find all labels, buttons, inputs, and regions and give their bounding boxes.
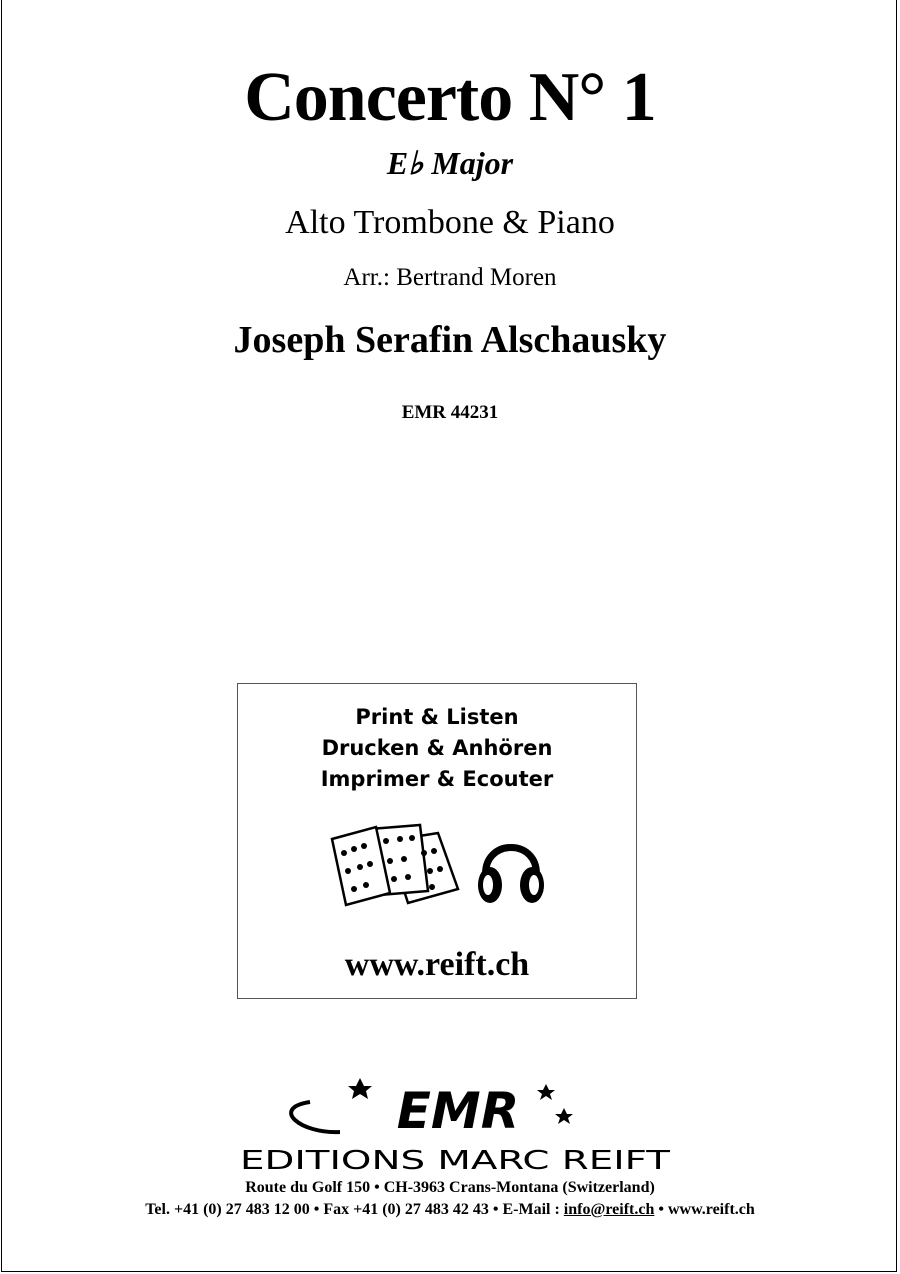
composer: Joseph Serafin Alschausky <box>233 319 667 361</box>
promo-line-german: Drucken & Anhören <box>321 736 553 760</box>
print-and-listen-box <box>237 683 637 999</box>
promo-url[interactable]: www.reift.ch <box>344 946 530 983</box>
email-link[interactable]: info@reift.ch <box>563 1201 655 1218</box>
publisher-address: Route du Golf 150 • CH-3963 Crans-Montana (Switzerland) <box>245 1179 655 1196</box>
contact-phone-fax: Tel. +41 (0) 27 483 12 00 • Fax +41 (0) 27 483 42 43 • E-Mail : <box>145 1201 564 1218</box>
star-icon <box>555 1108 573 1124</box>
key-signature: E♭ Major <box>386 145 514 181</box>
promo-line-french: Imprimer & Ecouter <box>320 767 554 791</box>
emr-logo <box>230 1072 680 1172</box>
star-icon <box>348 1078 372 1099</box>
arranger: Arr.: Bertrand Moren <box>343 264 557 291</box>
promo-icons <box>328 819 558 909</box>
logo-text: EMR <box>396 1082 520 1140</box>
instrumentation: Alto Trombone & Piano <box>285 204 615 241</box>
page-title: Concerto N° 1 <box>244 59 656 136</box>
headphones-icon <box>478 848 544 904</box>
logo-swoosh <box>291 1102 340 1132</box>
publisher-name: EDITIONS MARC REIFT <box>240 1146 671 1172</box>
publisher-contact <box>0 1201 900 1219</box>
catalog-number: EMR 44231 <box>401 402 499 423</box>
sheet-music-icon <box>332 825 458 905</box>
contact-website: • www.reift.ch <box>654 1201 755 1218</box>
promo-line-english: Print & Listen <box>355 705 519 729</box>
star-icon <box>537 1084 555 1100</box>
